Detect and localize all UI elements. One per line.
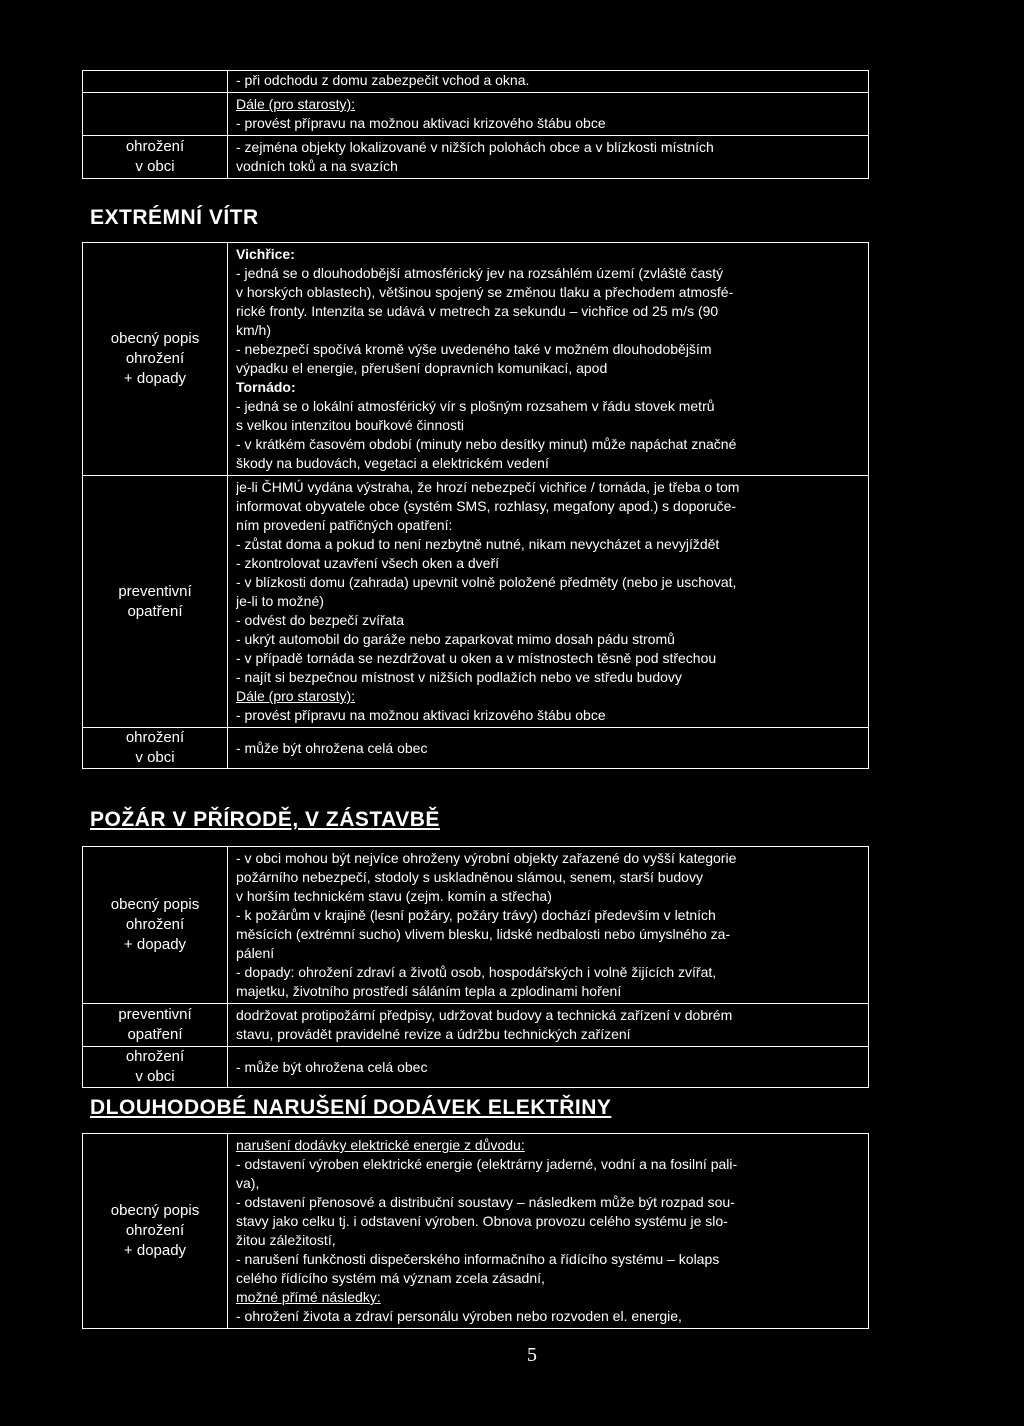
table-row [83, 476, 869, 728]
label-line: ohrožení [125, 350, 185, 367]
row-label [83, 71, 228, 93]
label-line: + dopady [123, 1242, 187, 1259]
row-content [228, 1047, 869, 1088]
row-label [83, 243, 228, 476]
table-row [83, 1004, 869, 1047]
section-title-wind: EXTRÉMNÍ VÍTR [90, 206, 259, 229]
content-line: - odvést do bezpečí zvířata [236, 612, 405, 628]
content-line: - ukrýt automobil do garáže nebo zaparkovat mimo dosah pádu stromů [236, 631, 675, 647]
content-line: výpadku el energie, přerušení dopravních komunikací, apod [236, 360, 608, 376]
content-line: - jedná se o dlouhodobější atmosférický jev na rozsáhlém území (zvláště častý [236, 265, 724, 281]
content-line: - odstavení přenosové a distribuční soustavy – následkem může být rozpad sou- [236, 1194, 735, 1210]
content-line: majetku, životního prostředí sáláním tepla a zplodinami hoření [236, 983, 622, 999]
content-heading: Tornádo: [236, 379, 296, 395]
table-row [83, 136, 869, 179]
row-label [83, 476, 228, 728]
row-label [83, 1047, 228, 1088]
content-line: pálení [236, 945, 275, 961]
row-content [228, 1134, 869, 1329]
content-line: - najít si bezpečnou místnost v nižších podlažích nebo ve středu budovy [236, 669, 682, 685]
content-line: v horším technickém stavu (zejm. komín a střecha) [236, 888, 552, 904]
table-row [83, 93, 869, 136]
content-line: stavu, provádět pravidelné revize a údržbu technických zařízení [236, 1026, 631, 1042]
row-content [228, 71, 869, 93]
content-line: - v obci mohou být nejvíce ohroženy výrobní objekty zařazené do vyšší kategorie [236, 850, 737, 866]
table-row [83, 1047, 869, 1088]
row-label [83, 1134, 228, 1329]
content-line: - v případě tornáda se nezdržovat u oken a v místnostech těsně pod střechou [236, 650, 717, 666]
label-line: preventivní [118, 582, 192, 600]
content-line: Dále (pro starosty): [236, 688, 356, 704]
content-line: žitou záležitostí, [236, 1232, 336, 1248]
section-title-power: DLOUHODOBÉ NARUŠENÍ DODÁVEK ELEKTŘINY [90, 1096, 612, 1119]
content-line: škody na budovách, vegetaci a elektrickém vedení [236, 455, 549, 471]
content-heading: Vichřice: [236, 246, 295, 262]
row-label [83, 136, 228, 179]
content-line: rické fronty. Intenzita se udává v metrech za sekundu – vichřice od 25 m/s (90 [236, 303, 719, 319]
content-line: - při odchodu z domu zabezpečit vchod a okna. [236, 72, 530, 88]
content-line: v horských oblastech), většinou spojený se změnou tlaku a přechodem atmosfé- [236, 284, 734, 300]
row-content [228, 93, 869, 136]
table-flood-continuation [82, 70, 869, 179]
label-line: obecný popis [110, 896, 200, 913]
content-line: narušení dodávky elektrické energie z důvodu: [236, 1137, 525, 1153]
label-line: ohrožení [125, 729, 185, 746]
row-content [228, 243, 869, 476]
table-power-outage [82, 1133, 869, 1329]
table-row [83, 847, 869, 1004]
content-line: ním provedení patřičných opatření: [236, 517, 453, 533]
label-line: v obci [135, 749, 175, 766]
content-line: - zůstat doma a pokud to není nezbytně nutné, nikam nevycházet a nevyjíždět [236, 536, 720, 552]
label-line: obecný popis [110, 1202, 200, 1219]
table-extreme-wind [82, 242, 869, 769]
content-line: stavy jako celku tj. i odstavení výroben. Obnova provozu celého systému je slo- [236, 1213, 728, 1229]
label-line: opatření [127, 1026, 183, 1043]
label-line: ohrožení [125, 138, 185, 155]
content-line: požárního nebezpečí, stodoly s uskladněnou slámou, senem, starší budovy [236, 869, 703, 885]
row-content [228, 728, 869, 769]
content-line: - narušení funkčnosti dispečerského informačního a řídícího systému – kolaps [236, 1251, 720, 1267]
row-label [83, 728, 228, 769]
table-fire [82, 846, 869, 1088]
content-line: - v krátkém časovém období (minuty nebo desítky minut) může napáchat značné [236, 436, 737, 452]
content-line: - v blízkosti domu (zahrada) upevnit volně položené předměty (nebo je uschovat, [236, 574, 737, 590]
label-line: + dopady [123, 370, 187, 387]
table-row [83, 1134, 869, 1329]
label-line: ohrožení [125, 1048, 185, 1065]
content-line: dodržovat protipožární předpisy, udržovat budovy a technická zařízení v dobrém [236, 1007, 733, 1023]
content-line: - zejména objekty lokalizované v nižších polohách obce a v blízkosti místních [236, 139, 714, 155]
content-line: - může být ohrožena celá obec [236, 739, 428, 756]
label-line: v obci [135, 1068, 175, 1085]
row-content [228, 476, 869, 728]
row-label [83, 847, 228, 1004]
content-line: Dále (pro starosty): [236, 96, 356, 112]
content-line: celého řídícího systém má význam zcela zásadní, [236, 1270, 545, 1286]
table-row [83, 243, 869, 476]
content-line: možné přímé následky: [236, 1289, 381, 1305]
content-line: - provést přípravu na možnou aktivaci krizového štábu obce [236, 115, 606, 131]
content-line: - provést přípravu na možnou aktivaci krizového štábu obce [236, 707, 606, 723]
row-label [83, 1004, 228, 1047]
row-content [228, 136, 869, 179]
content-line: měsících (extrémní sucho) vlivem blesku, lidské nedbalosti nebo úmyslného za- [236, 926, 731, 942]
content-line: je-li ČHMÚ vydána výstraha, že hrozí nebezpečí vichřice / tornáda, je třeba o tom [236, 479, 740, 495]
label-line: v obci [135, 158, 175, 175]
content-line: - nebezpečí spočívá kromě výše uvedeného také v možném dlouhodobějším [236, 341, 712, 357]
content-line: - ohrožení života a zdraví personálu výroben nebo rozvoden el. energie, [236, 1308, 682, 1324]
content-line: - může být ohrožena celá obec [236, 1058, 428, 1075]
content-line: - zkontrolovat uzavření všech oken a dveří [236, 555, 500, 571]
content-line: va), [236, 1175, 260, 1191]
row-label [83, 93, 228, 136]
label-line: preventivní [118, 1006, 192, 1023]
content-line: je-li to možné) [236, 593, 324, 609]
label-line: obecný popis [110, 330, 200, 347]
content-line: - odstavení výroben elektrické energie (elektrárny jaderné, vodní a na fosilní pali- [236, 1156, 738, 1172]
label-line: + dopady [123, 936, 187, 953]
table-row [83, 728, 869, 769]
row-content [228, 1004, 869, 1047]
content-line: km/h) [236, 322, 271, 338]
content-line: s velkou intenzitou bouřkové činnosti [236, 417, 465, 433]
content-line: informovat obyvatele obce (systém SMS, rozhlasy, megafony apod.) s doporuče- [236, 498, 737, 514]
label-line: ohrožení [125, 1222, 185, 1239]
content-line: - k požárům v krajině (lesní požáry, požáry trávy) dochází především v letních [236, 907, 716, 923]
table-row [83, 71, 869, 93]
label-line: ohrožení [125, 916, 185, 933]
content-line: - jedná se o lokální atmosférický vír s plošným rozsahem v řádu stovek metrů [236, 398, 715, 414]
content-line: - dopady: ohrožení zdraví a životů osob, hospodářských i volně žijících zvířat, [236, 964, 717, 980]
section-title-fire: POŽÁR V PŘÍRODĚ, V ZÁSTAVBĚ [90, 808, 440, 831]
page-number: 5 [527, 1344, 537, 1366]
label-line: opatření [127, 602, 183, 620]
content-line: vodních toků a na svazích [236, 158, 398, 174]
row-content [228, 847, 869, 1004]
